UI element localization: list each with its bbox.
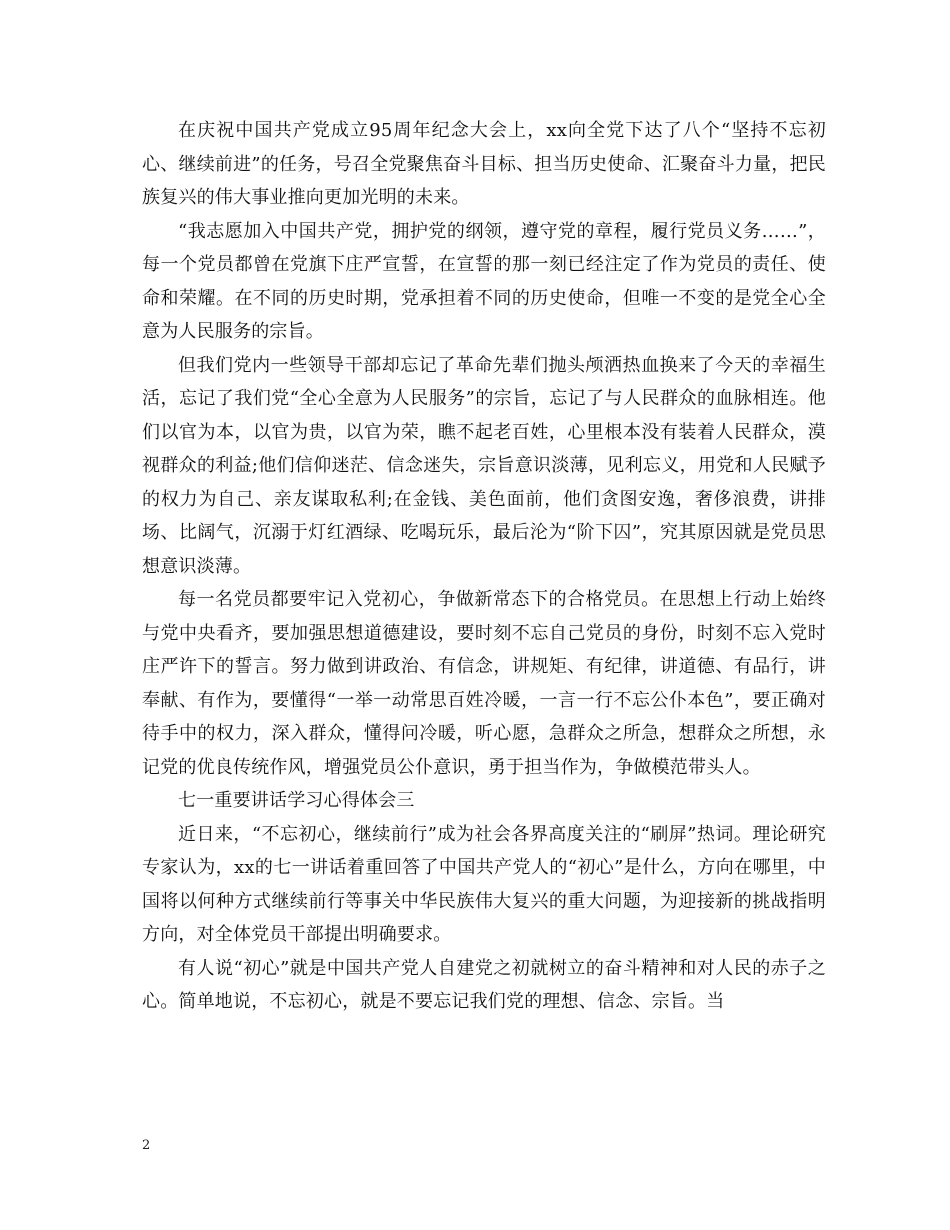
paragraph-5: 近日来，“不忘初心，继续前行”成为社会各界高度关注的“刷屏”热词。理论研究专家认为，xx的七一讲话着重回答了中国共产党人的“初心”是什么，方向在哪里，中国将以何种方式继续前行等事关中华民族伟大复兴的重大问题，为迎接新的挑战指明方向，对全体党员干部提出明确要求。	[142, 823, 826, 945]
page-number: 2	[142, 1138, 151, 1153]
document-body	[142, 114, 826, 1019]
paragraph-6: 有人说“初心”就是中国共产党人自建党之初就树立的奋斗精神和对人民的赤子之心。简单地说，不忘初心，就是不要忘记我们党的理想、信念、宗旨。当	[142, 957, 826, 1012]
section-heading: 七一重要讲话学习心得体会三	[178, 790, 415, 811]
paragraph-2: “我志愿加入中国共产党，拥护党的纲领，遵守党的章程，履行党员义务……”，每一个党员都曾在党旗下庄严宣誓，在宣誓的那一刻已经注定了作为党员的责任、使命和荣耀。在不同的历史时期，党承担着不同的历史使命，但唯一不变的是党全心全意为人民服务的宗旨。	[142, 220, 826, 342]
paragraph-1: 在庆祝中国共产党成立95周年纪念大会上，xx向全党下达了八个“坚持不忘初心、继续前进”的任务，号召全党聚焦奋斗目标、担当历史使命、汇聚奋斗力量，把民族复兴的伟大事业推向更加光明的未来。	[142, 120, 826, 208]
paragraph-3: 但我们党内一些领导干部却忘记了革命先辈们抛头颅洒热血换来了今天的幸福生活，忘记了我们党“全心全意为人民服务”的宗旨，忘记了与人民群众的血脉相连。他们以官为本，以官为贵，以官为荣，瞧不起老百姓，心里根本没有装着人民群众，漠视群众的利益;他们信仰迷茫、信念迷失，宗旨意识淡薄，见利忘义，用党和人民赋予的权力为自己、亲友谋取私利;在金钱、美色面前，他们贪图安逸，奢侈浪费，讲排场、比阔气，沉溺于灯红酒绿、吃喝玩乐，最后沦为“阶下囚”，究其原因就是党员思想意识淡薄。	[142, 354, 826, 577]
paragraph-4: 每一名党员都要牢记入党初心，争做新常态下的合格党员。在思想上行动上始终与党中央看齐，要加强思想道德建设，要时刻不忘自己党员的身份，时刻不忘入党时庄严许下的誓言。努力做到讲政治、有信念，讲规矩、有纪律，讲道德、有品行，讲奉献、有作为，要懂得“一举一动常思百姓冷暖，一言一行不忘公仆本色”，要正确对待手中的权力，深入群众，懂得问冷暖，听心愿，急群众之所急，想群众之所想，永记党的优良传统作风，增强党员公仆意识，勇于担当作为，争做模范带头人。	[142, 589, 826, 778]
